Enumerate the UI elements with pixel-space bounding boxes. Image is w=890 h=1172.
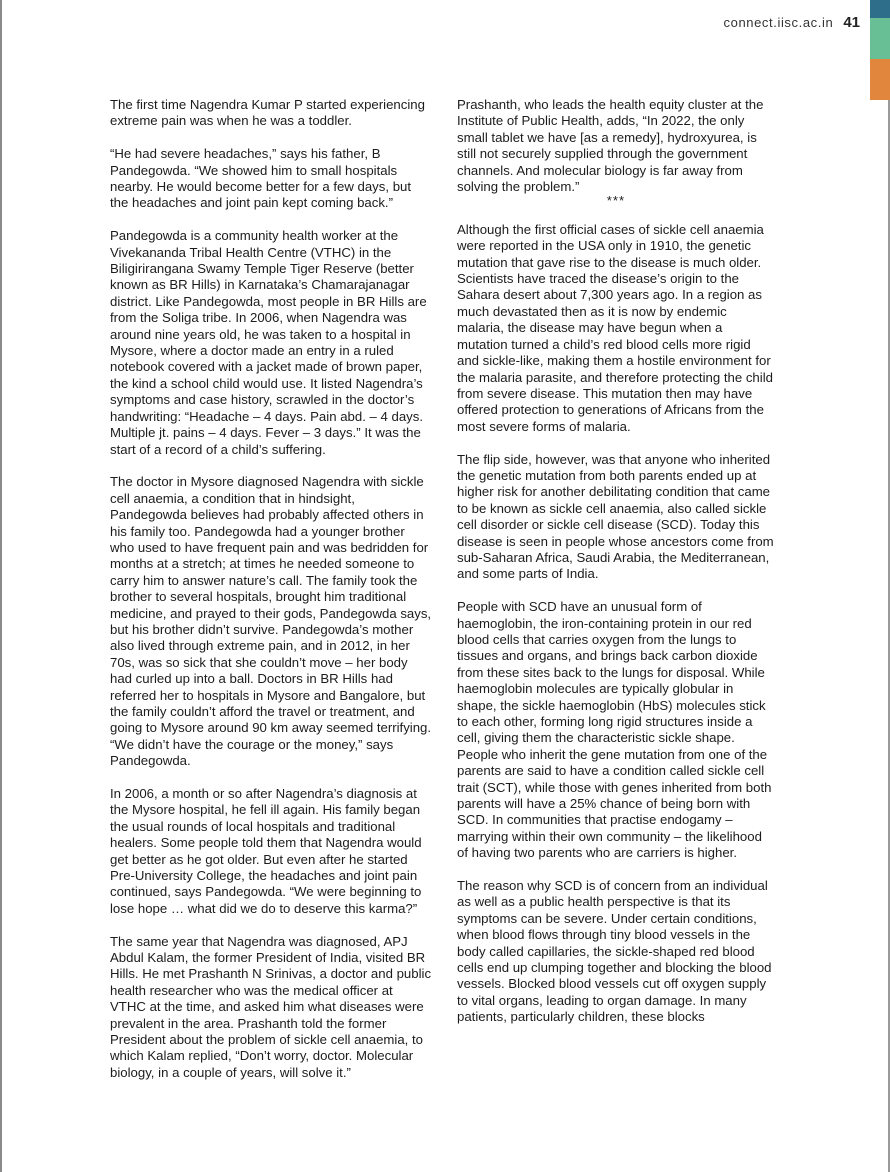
paragraph: The same year that Nagendra was diagnosed, APJ Abdul Kalam, the former President of India, visited BR Hills. He met Prashanth N Srinivas, a doctor and public health researcher who was the medical officer at VTHC at the time, and asked him what diseases were prevalent in the area. Prashanth told the former President about the problem of sickle cell anaemia, to which Kalam replied, “Don’t worry, doctor. Molecular biology, in a couple of years, will solve it.” <box>110 933 432 1080</box>
paragraph: Prashanth, who leads the health equity cluster at the Institute of Public Health, adds, “In 2022, the only small tablet we have [as a remedy], hydroxyurea, is still not securely supplied through the government channels. And molecular biology is far away from solving the problem.” <box>457 97 764 195</box>
page-header <box>724 14 860 31</box>
section-break: *** <box>606 193 626 209</box>
section-tab-green <box>870 18 890 59</box>
paragraph: People with SCD have an unusual form of haemoglobin, the iron-containing protein in our red blood cells that carries oxygen from the lungs to tissues and organs, and brings back carbon dioxide from these sites back to the lungs for disposal. While haemoglobin molecules are typically globular in shape, the sickle haemoglobin (HbS) molecules stick to each other, forming long rigid structures inside a cell, giving them the characteristic sickle shape. People who inherit the gene mutation from one of the parents are said to have a condition called sickle cell trait (SCT), while those with genes inherited from both parents will have a 25% chance of being born with SCD. In communities that practise endogamy – marrying within their own community – the likelihood of having two parents who are carriers is higher. <box>457 599 772 861</box>
site-url: connect.iisc.ac.in <box>723 15 834 30</box>
paragraph: The doctor in Mysore diagnosed Nagendra with sickle cell anaemia, a condition that in hindsight, Pandegowda believes had probably affected others in his family too. Pandegowda had a younger brother who used to have frequent pain and was bedridden for months at a stretch; at times he needed someone to carry him to answer nature’s call. The family took the brother to several hospitals, brought him traditional medicine, and prayed to their gods, Pandegowda says, but his brother didn’t survive. Pandegowda’s mother also lived through extreme pain, and in 2012, in her 70s, was so sick that she couldn’t move – her body had curled up into a ball. Doctors in BR Hills had referred her to hospitals in Mysore and Bangalore, but the family couldn’t afford the travel or treatment, and going to Mysore around 90 km away seemed terrifying. “We didn’t have the courage or the money,” says Pandegowda. <box>110 474 432 769</box>
section-tab-orange <box>870 59 890 100</box>
article-column-left <box>110 97 432 1098</box>
article-column-right <box>457 97 775 1042</box>
page-number: 41 <box>843 14 860 31</box>
paragraph: In 2006, a month or so after Nagendra’s diagnosis at the Mysore hospital, he fell ill again. His family began the usual rounds of local hospitals and traditional healers. Some people told them that Nagendra would get better as he got older. But even after he started Pre-University College, the headaches and joint pain continued, says Pandegowda. “We were beginning to lose hope … what did we do to deserve this karma?” <box>110 786 422 916</box>
paragraph: Pandegowda is a community health worker at the Vivekananda Tribal Health Centre (VTHC) in the Biligirirangana Swamy Temple Tiger Reserve (better known as BR Hills) in Karnataka’s Chamarajanagar district. Like Pandegowda, most people in BR Hills are from the Soliga tribe. In 2006, when Nagendra was around nine years old, he was taken to a hospital in Mysore, where a doctor made an entry in a ruled notebook covered with a jacket made of brown paper, the kind a school child would use. It listed Nagendra’s symptoms and case history, scrawled in the doctor’s handwriting: “Headache – 4 days. Pain abd. – 4 days. Multiple jt. pains – 4 days. Fever – 3 days.” It was the start of a record of a child’s suffering. <box>110 228 427 457</box>
page-left-border <box>0 0 2 1172</box>
paragraph: The reason why SCD is of concern from an individual as well as a public health perspective is that its symptoms can be severe. Under certain conditions, when blood flows through tiny blood vessels in the body called capillaries, the sickle-shaped red blood cells end up clumping together and blocking the blood vessels. Blocked blood vessels cut off oxygen supply to vital organs, leading to organ damage. In many patients, particularly children, these blocks <box>457 878 772 1025</box>
paragraph: “He had severe headaches,” says his father, B Pandegowda. “We showed him to small hospitals nearby. He would become better for a few days, but the headaches and joint pain kept coming back.” <box>110 146 412 211</box>
paragraph: The flip side, however, was that anyone who inherited the genetic mutation from both parents ended up at higher risk for another debilitating condition that came to be known as sickle cell anaemia, also called sickle cell disorder or sickle cell disease (SCD). Today this disease is seen in people whose ancestors come from sub-Saharan Africa, Saudi Arabia, the Mediterranean, and some parts of India. <box>457 451 774 582</box>
section-tab-blue <box>870 0 890 18</box>
paragraph: The first time Nagendra Kumar P started experiencing extreme pain was when he was a toddler. <box>110 97 425 129</box>
paragraph: Although the first official cases of sickle cell anaemia were reported in the USA only in 1910, the genetic mutation that gave rise to the disease is much older. Scientists have traced the disease’s origin to the Sahara desert about 7,300 years ago. In a region as much devastated then as it is now by endemic malaria, the disease may have begun when a mutation turned a child’s red blood cells more rigid and sickle-like, making them a hostile environment for the malaria parasite, and therefore protecting the child from severe disease. This mutation then may have offered protection to generations of Africans from the most severe forms of malaria. <box>457 221 773 434</box>
